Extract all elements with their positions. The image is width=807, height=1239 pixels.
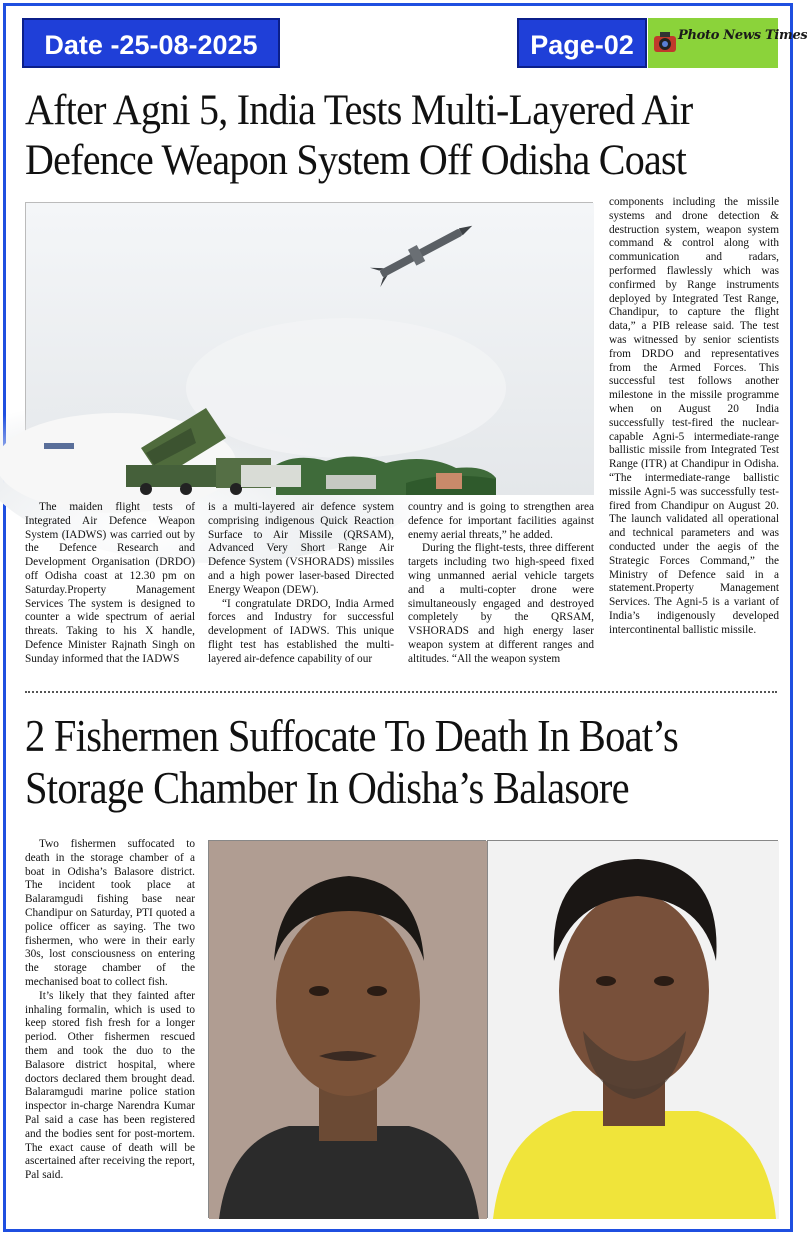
story1-paragraph: The maiden flight tests of Integrated Air Defence Weapon System (IADWS) was carried out by the Defence Research and Development Organisation (DRDO) off Odisha coast at 12.30 pm on Saturday.Property Management Services The system is designed to counter a wide spectrum of aerial threats. Taking to his X handle, Defence Minister Rajnath Singh on Sunday informed that the IADWS [25, 501, 195, 665]
page-number-badge: Page-02 [517, 18, 647, 68]
section-divider [25, 691, 777, 693]
story1-column-2 [208, 501, 394, 667]
logo-text: Photo News Times [678, 28, 807, 43]
story1-paragraph: is a multi-layered air defence system comprising indigenous Quick Reaction Surface to Air Missile (QRSAM), Advanced Very Short Range Air Defence System (VSHORADS) missiles and a high power laser-based Directed Energy Weapon (DEW). [208, 501, 394, 596]
fisherman-photo-2 [487, 840, 778, 1218]
publication-logo [648, 18, 807, 68]
story1-paragraph: components including the missile systems and drone detection & destruction system, weapon system command & control along with communication and radars, performed flawlessly which was confirmed by Range instruments deployed by Integrated Test Range, Chandipur, to capture the flight data,” a PIB release said. The test was witnessed by senior scientists from DRDO and representatives from the Armed Forces. This successful test follows another milestone in the missile programme when on August 20 India successfully test-fired the nuclear-capable Agni-5 intermediate-range ballistic missile from Integrated Test Range (ITR) at Chandipur in Odisha. “The intermediate-range ballistic missile Agni-5 was successfully test-fired from Chandipur on August 20. The launch validated all operational and technical parameters and was conducted under the aegis of the Strategic Forces Command,” the Ministry of Defence said in a statement.Property Management Services. The Agni-5 is a variant of India’s indigenously developed intercontinental ballistic missile. [609, 196, 779, 636]
story2-paragraph: It’s likely that they fainted after inhaling formalin, which is used to keep stored fish fresh for a longer period. Other fishermen rescued them and took the duo to the Balasore district hospital, where doctors declared them brought dead. Balaramgudi marine police station inspector in-charge Narendra Kumar Pal said a case has been registered and the bodies sent for post-mortem. The exact cause of death will be ascertained after receiving the report, Pal said. [25, 989, 195, 1182]
story1-column-3 [408, 501, 594, 667]
story1-column-4 [609, 196, 779, 638]
story1-paragraph: country and is going to strengthen area defence for important facilities against enemy aerial threats,” he added. [408, 501, 594, 541]
story2-column [25, 838, 195, 1183]
story1-column-1 [25, 501, 195, 667]
fisherman-photo-1 [208, 840, 486, 1218]
story2-headline: 2 Fishermen Suffocate To Death In Boat’s Storage Chamber In Odisha’s Balasore [25, 711, 679, 813]
camera-icon [652, 26, 678, 60]
story1-paragraph: “I congratulate DRDO, India Armed forces and Industry for successful development of IADWS. This unique flight test has established the multi-layered air-defence capability of our [208, 597, 394, 665]
story1-headline: After Agni 5, India Tests Multi-Layered Air Defence Weapon System Off Odisha Coast [25, 87, 693, 184]
missile-launch-photo [25, 202, 593, 494]
story2-paragraph: Two fishermen suffocated to death in the storage chamber of a boat in Odisha’s Balasore district. The incident took place at Balaramgudi fishing base near Chandipur on Saturday, PTI quoted a police officer as saying. The two fishermen, who were in their early 30s, lost consciousness on entering the storage chamber of the mechanised boat to collect fish. [25, 838, 195, 988]
story1-paragraph: During the flight-tests, three different targets including two high-speed fixed wing unmanned aerial vehicle targets and a multi-copter drone were simultaneously engaged and destroyed completely by the QRSAM, VSHORADS and high energy laser weapon system at different ranges and altitudes. “All the weapon system [408, 542, 594, 665]
date-badge: Date -25-08-2025 [22, 18, 280, 68]
